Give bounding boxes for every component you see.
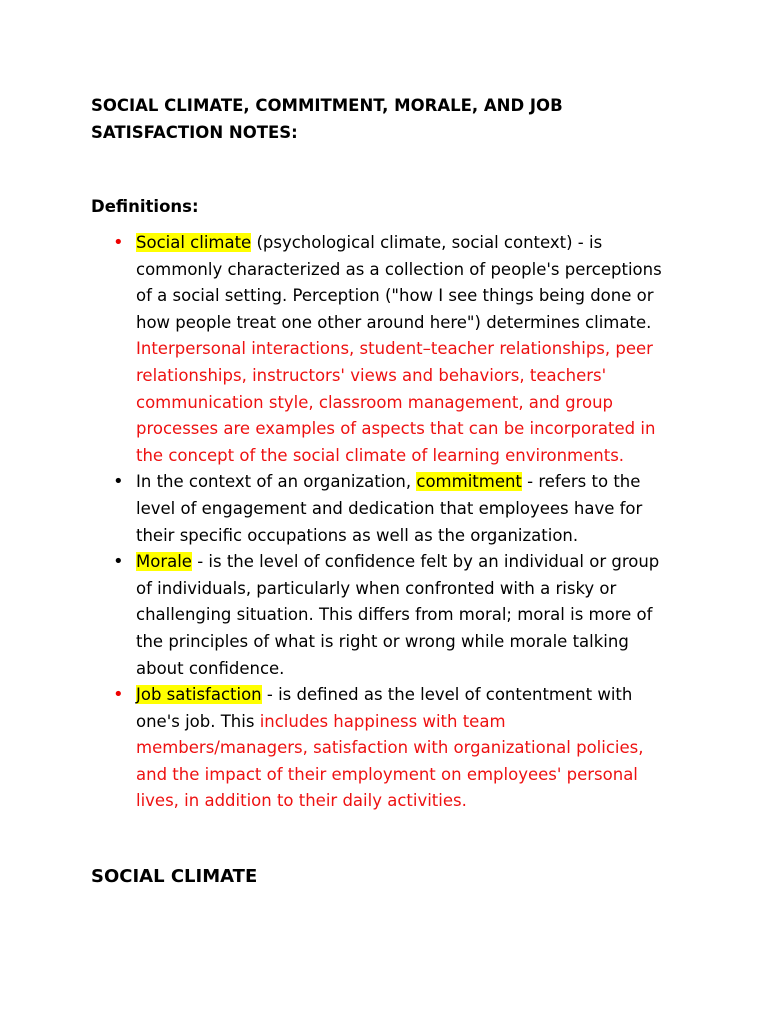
definition-red-text: Interpersonal interactions, student–teacher relationships, peer relationships, instructors' views and behaviors, teachers' communication style, classroom management, and group processes are examples of aspects that can be incorporated in the concept of the social climate of learning environments. xyxy=(136,339,656,465)
term-highlight: Morale xyxy=(136,552,192,572)
definition-red-text: includes happiness with team members/managers, satisfaction with organizational policies, and the impact of their employment on employees' personal lives, in addition to their daily activities. xyxy=(136,711,644,811)
definitions-heading: Definitions: xyxy=(91,197,199,216)
definition-text: - is defined as the level of contentment with one's job. This xyxy=(136,685,633,731)
definition-text: - refers to the level of engagement and dedication that employees have for their specific occupations as well as the organization. xyxy=(136,472,643,545)
bullet-icon: • xyxy=(113,232,124,253)
definition-commitment xyxy=(113,469,666,549)
definitions-list xyxy=(113,230,666,815)
bullet-icon: • xyxy=(113,471,124,493)
term-highlight: Job satisfaction xyxy=(136,685,262,705)
definition-text: - is the level of confidence felt by an individual or group of individuals, particularly when confronted with a risky or challenging situation. This differs from moral; moral is more of the principles of what is right or wrong while morale talking about confidence. xyxy=(136,552,660,678)
definition-job-satisfaction xyxy=(113,682,666,815)
definition-prefix: In the context of an organization, xyxy=(136,472,417,492)
bullet-icon: • xyxy=(113,551,124,573)
definition-morale xyxy=(113,549,666,682)
document-title: SOCIAL CLIMATE, COMMITMENT, MORALE, AND JOB SATISFACTION NOTES: xyxy=(91,96,563,142)
bullet-icon: • xyxy=(113,684,124,706)
section-heading-social-climate: SOCIAL CLIMATE xyxy=(91,866,258,887)
definition-text: (psychological climate, social context) - is commonly characterized as a collection of people's perceptions of a social setting. Perception ("how I see things being done or how people treat one other around here") determines climate. xyxy=(136,233,662,332)
term-highlight: Social climate xyxy=(136,233,252,252)
definition-social-climate xyxy=(113,230,666,469)
term-highlight: commitment xyxy=(416,472,522,492)
